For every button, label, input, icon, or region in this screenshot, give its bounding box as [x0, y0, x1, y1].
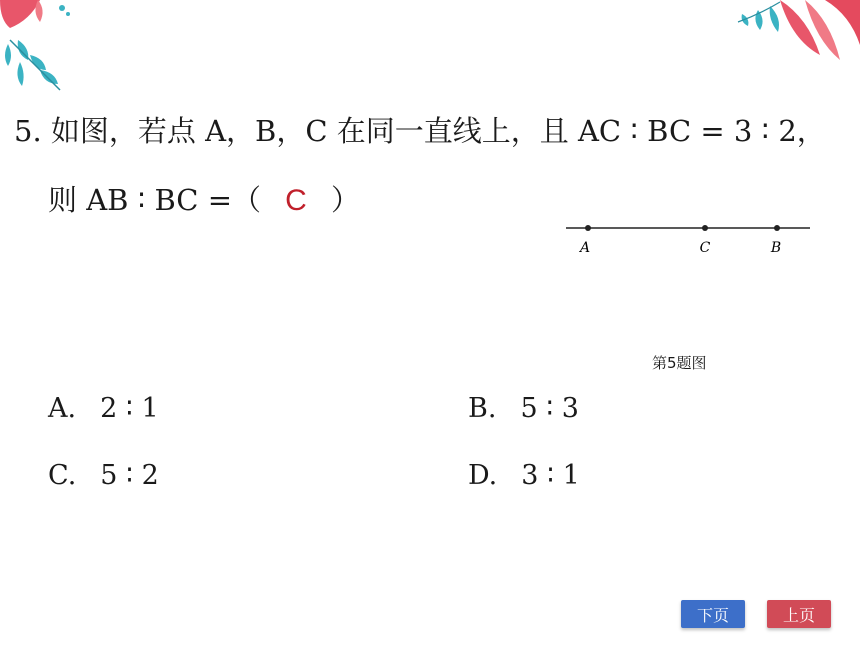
- option-a: [48, 395, 159, 422]
- question-number: 5.: [14, 114, 42, 148]
- leaf-decoration-right: [730, 0, 860, 75]
- answer-text: C: [285, 184, 307, 217]
- option-c: [48, 462, 159, 489]
- option-letter: B.: [468, 393, 497, 424]
- option-letter: C.: [48, 460, 77, 491]
- option-text: 5 ∶ 2: [100, 460, 159, 491]
- option-text: 5 ∶ 3: [520, 393, 579, 424]
- question-line-1: [14, 114, 826, 148]
- label-a: A: [579, 240, 591, 256]
- figure-caption: 第5题图: [652, 354, 707, 372]
- point-b: [774, 225, 780, 231]
- option-letter: D.: [468, 460, 498, 491]
- point-a: [585, 225, 591, 231]
- line-segment-figure: [560, 210, 820, 270]
- label-b: B: [770, 240, 782, 256]
- leaf-decoration-left: [0, 0, 80, 95]
- option-b: [468, 395, 579, 422]
- previous-page-button[interactable]: 上页: [767, 600, 831, 628]
- question-line-2: [48, 183, 361, 217]
- option-text: 3 ∶ 1: [521, 460, 580, 491]
- option-d: [468, 462, 580, 489]
- option-letter: A.: [48, 393, 77, 424]
- question-stem: 如图，若点 A，B，C 在同一直线上，且 AC ∶ BC = 3 ∶ 2，: [50, 114, 826, 148]
- label-c: C: [699, 240, 711, 256]
- point-c: [702, 225, 708, 231]
- question-stem-2-end: ）: [331, 183, 361, 217]
- next-page-button[interactable]: 下页: [681, 600, 745, 628]
- question-stem-2: 则 AB ∶ BC =（: [48, 183, 262, 217]
- option-text: 2 ∶ 1: [100, 393, 159, 424]
